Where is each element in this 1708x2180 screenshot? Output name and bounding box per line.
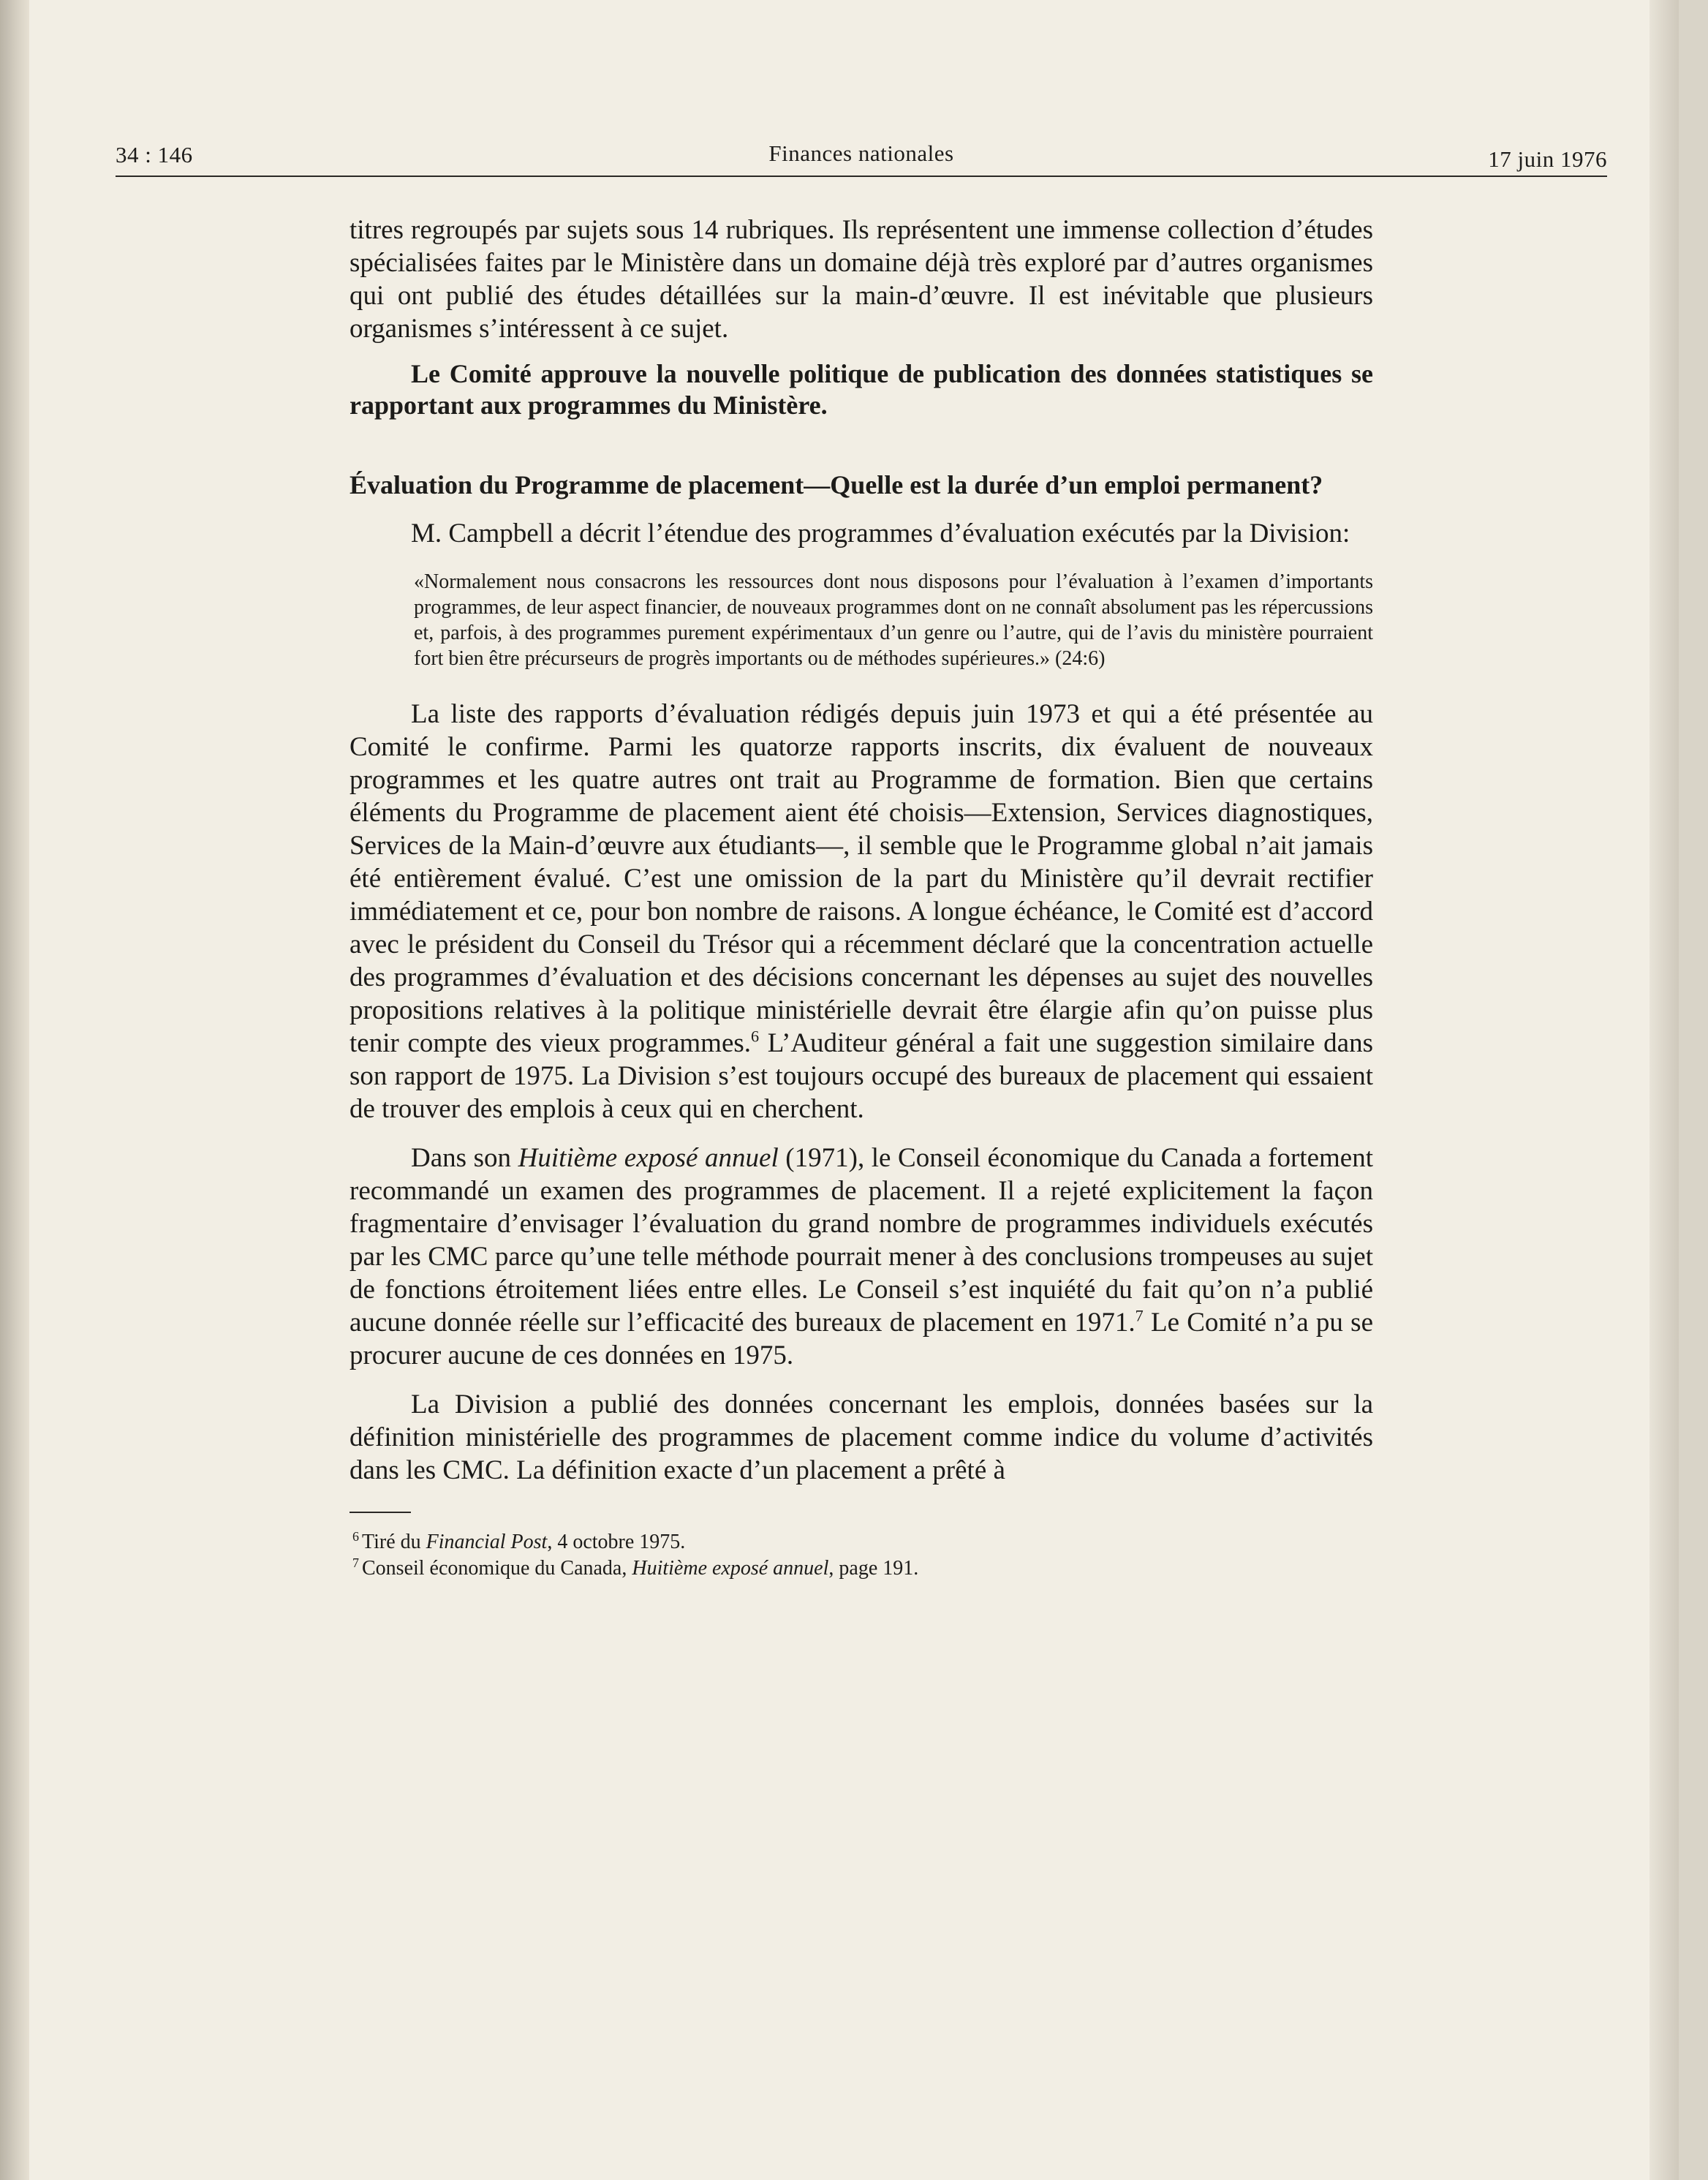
paragraph-campbell: M. Campbell a décrit l’étendue des programmes d’évaluation exécutés par la Division: <box>411 518 1350 548</box>
footnote-6 <box>349 1529 1373 1555</box>
page-number: 34 : 146 <box>116 142 193 167</box>
report-title-italic: Huitième exposé annuel <box>518 1143 779 1173</box>
footnote-italic: Huitième exposé annuel <box>632 1557 829 1580</box>
page-binding-edge <box>0 0 29 2180</box>
paragraph-economic-council-text-a: Dans son <box>411 1143 518 1173</box>
footnote-ref-7: 7 <box>1135 1306 1144 1325</box>
footnote-text: Conseil économique du Canada, <box>362 1557 632 1580</box>
paragraph-economic-council-text-c: Le Comité n’a pu se procurer aucune de ces données en 1975. <box>349 1308 1373 1370</box>
section-heading: Évaluation du Programme de placement—Quelle est la durée d’un emploi permanent? <box>349 470 1323 499</box>
header-date: 17 juin 1976 <box>1488 146 1607 172</box>
footnote-7 <box>349 1555 1373 1582</box>
paragraph-economic-council <box>349 1142 1373 1372</box>
page-right-edge <box>1650 0 1679 2180</box>
running-header <box>116 137 1607 178</box>
publication-title: Finances nationales <box>768 140 954 166</box>
body-text <box>349 214 1373 1582</box>
footnote-mark: 7 <box>352 1555 359 1570</box>
paragraph-evaluation-list <box>349 698 1373 1125</box>
footnote-rule <box>349 1512 411 1513</box>
paragraph-economic-council-text-b: (1971), le Conseil économique du Canada a fortement recommandé un examen des programmes de placement. Il a rejeté explicitement la façon fragmentaire d’envisager l’évaluation du grand nombre de programmes individuels exécutés par les CMC parce qu’une telle méthode pourrait mener à des conclusions trompeuses au sujet de fonctions étroitement liées entre elles. Le Conseil s’est inquiété du fait qu’on n’a publié aucune donnée réelle sur l’efficacité des bureaux de placement en 1971. <box>349 1143 1373 1338</box>
footnote-ref-6: 6 <box>751 1027 760 1046</box>
header-rule <box>116 176 1607 177</box>
paragraph-division-data: La Division a publié des données concernant les emplois, données basées sur la définition ministérielle des programmes de placement comme indice du volume d’activités dans les CMC. La définition exacte d’un placement a prêté à <box>349 1389 1373 1485</box>
paragraph-evaluation-list-text-a: La liste des rapports d’évaluation rédigés depuis juin 1973 et qui a été présentée au Comité le confirme. Parmi les quatorze rapports inscrits, dix évaluent de nouveaux programmes et les quatre autres ont trait au Programme de formation. Bien que certains éléments du Programme de placement aient été choisis—Extension, Services diagnostiques, Services de la Main-d’œuvre aux étudiants—, il semble que le Programme global n’ait jamais été entièrement évalué. C’est une omission de la part du Ministère qu’il devrait rectifier immédiatement et ce, pour bon nombre de raisons. A longue échéance, le Comité est d’accord avec le président du Conseil du Trésor qui a récemment déclaré que la concentration actuelle des programmes d’évaluation et des décisions concernant les dépenses au sujet des nouvelles propositions relatives à la politique ministérielle devrait être élargie afin qu’on puisse plus tenir compte des vieux programmes. <box>349 699 1373 1058</box>
footnote-text: Tiré du <box>362 1531 426 1553</box>
footnote-mark: 6 <box>352 1528 359 1544</box>
paragraph-evaluation-list-text-b: L’Auditeur général a fait une suggestion similaire dans son rapport de 1975. La Division s’est toujours occupé des bureaux de placement qui essaient de trouver des emplois à ceux qui en cherchent. <box>349 1028 1373 1124</box>
footnote-text: , 4 octobre 1975. <box>547 1531 686 1553</box>
paragraph-1: titres regroupés par sujets sous 14 rubriques. Ils représentent une immense collection d’études spécialisées faites par le Ministère dans un domaine déjà très exploré par d’autres organismes qui ont publié des études détaillées sur la main-d’œuvre. Il est inévitable que plusieurs organismes s’intéressent à ce sujet. <box>349 215 1373 344</box>
footnotes <box>349 1529 1373 1582</box>
committee-approval-paragraph: Le Comité approuve la nouvelle politique de publication des données statistiques se rapportant aux programmes du Ministère. <box>349 359 1373 420</box>
block-quote: «Normalement nous consacrons les ressources dont nous disposons pour l’évaluation à l’examen d’importants programmes, de leur aspect financier, de nouveaux programmes dont on ne connaît absolument pas les répercussions et, parfois, à des programmes purement expérimentaux d’un genre ou l’autre, qui de l’avis du ministère pourraient fort bien être précurseurs de progrès importants ou de méthodes supérieures.» (24:6) <box>414 570 1373 670</box>
footnote-italic: Financial Post <box>426 1531 548 1553</box>
footnote-text: , page 191. <box>828 1557 919 1580</box>
